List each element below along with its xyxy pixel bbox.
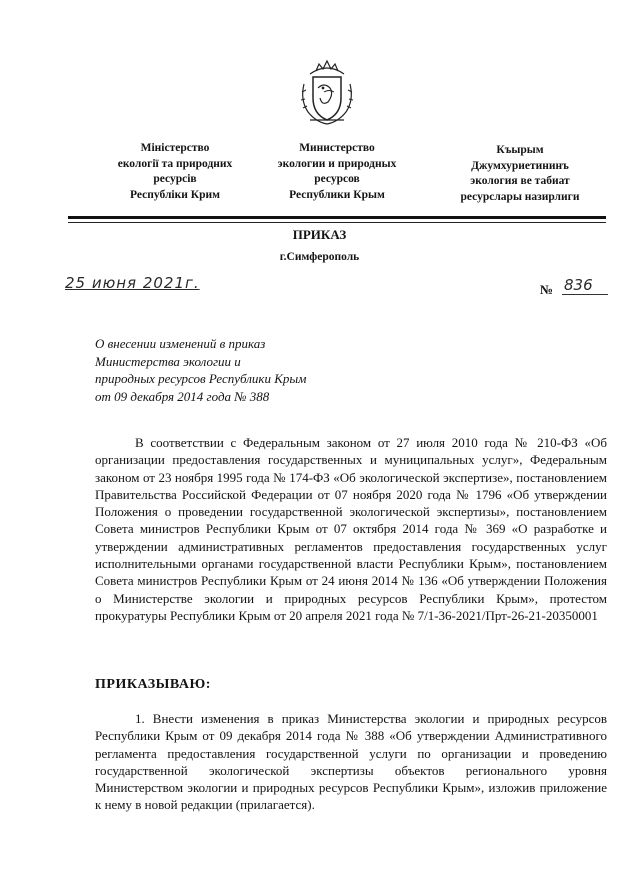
- ministry-uk-line: Міністерство: [140, 142, 210, 154]
- subject-line: Министерства экологии и: [95, 353, 241, 369]
- order-number-handwritten: 836: [562, 276, 608, 295]
- header-divider-thin: [68, 222, 606, 223]
- coat-of-arms-icon: [296, 58, 358, 128]
- order-title: ПРИКАЗ: [292, 227, 347, 242]
- order-preamble: [95, 434, 607, 624]
- ministry-ru-line: Республики Крым: [289, 188, 385, 201]
- ministry-name-ukrainian: [100, 141, 250, 203]
- ministry-crh-line: Джумхуриетининъ: [471, 159, 569, 172]
- order-date-handwritten: 25 июня 2021г.: [65, 274, 200, 292]
- preamble-paragraph: В соответствии с Федеральным законом от 27 июля 2010 года № 210-ФЗ «Об организации предоставления государственных и муниципальных услуг», Федеральным законом от 23 ноября 1995 года № 174-ФЗ «Об экологической экспертизе», постановлением Правительства Российской Федерации от 07 ноября 2020 года № 1796 «Об утверждении Положения о проведении государственной экологической экспертизы», постановлением Совета министров Республики Крым от 07 октября 2014 года № 369 «О разработке и утверждении административных регламентов предоставления государственных услуг исполнительными органами государственной власти Республики Крым», постановлением Совета министров Республики Крым от 24 июня 2014 № 136 «Об утверждении Положения о Министерстве экологии и природных ресурсов Республики Крым», протестом прокуратуры Республики Крым от 20 апреля 2021 года № 7/1-36-2021/Прт-26-21-20350001: [95, 435, 607, 623]
- order-number-label: №: [540, 282, 554, 297]
- order-subject: [95, 335, 306, 405]
- ministry-uk-line: Республіки Крим: [130, 188, 220, 201]
- ministry-uk-line: ресурсів: [153, 173, 197, 185]
- order-item-1: 1. Внести изменения в приказ Министерства экологии и природных ресурсов Республики Крым от 09 декабря 2014 года № 388 «Об утверждении Административного регламента предоставления государственной услуги по организации и проведению государственной экологической экспертизы объектов регионального уровня Министерством экологии и природных ресурсов Республики Крым», изложив приложение к нему в новой редакции (прилагается).: [95, 711, 607, 813]
- ministry-ru-line: ресурсов: [314, 173, 360, 185]
- ministry-ru-line: экологии и природных: [277, 157, 397, 170]
- ministry-name-russian: [262, 141, 412, 203]
- ministry-crh-line: экология ве табиат: [470, 175, 570, 187]
- ministry-uk-line: екології та природних: [117, 157, 233, 170]
- ministry-crh-line: Къырым: [496, 144, 544, 156]
- order-city: г.Симферополь: [279, 251, 360, 263]
- subject-line: О внесении изменений в приказ: [95, 336, 266, 351]
- order-command-heading: ПРИКАЗЫВАЮ:: [95, 677, 211, 692]
- ministry-ru-line: Министерство: [299, 142, 375, 154]
- header-divider-thick: [68, 216, 606, 219]
- ministry-crh-line: ресурслары назирлиги: [460, 190, 580, 203]
- subject-line: природных ресурсов Республики Крым: [95, 371, 307, 386]
- ministry-name-crimean-tatar: [440, 143, 600, 205]
- subject-line: от 09 декабря 2014 года № 388: [95, 388, 270, 404]
